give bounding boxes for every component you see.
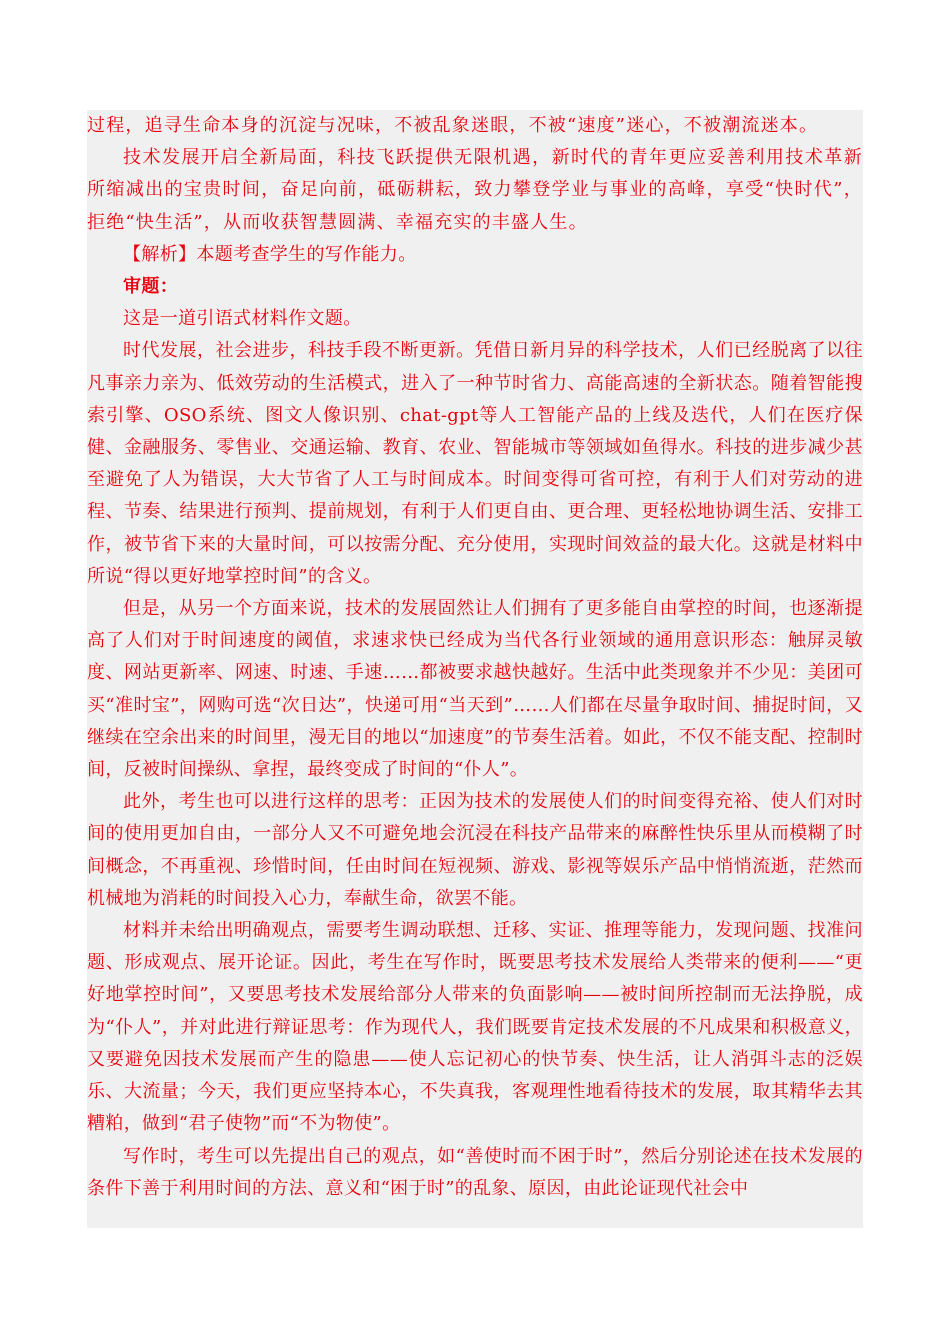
document-page <box>87 110 863 1228</box>
analysis-paragraph: 材料并未给出明确观点，需要考生调动联想、迁移、实证、推理等能力，发现问题、找准问题、形成观点、展开论证。因此，考生在写作时，既要思考技术发展给人类带来的便利——“更好地掌控时间”，又要思考技术发展给部分人带来的负面影响——被时间所控制而无法挣脱，成为“仆人”，并对此进行辩证思考：作为现代人，我们既要肯定技术发展的不凡成果和积极意义，又要避免因技术发展而产生的隐患——使人忘记初心的快节奏、快生活，让人消弭斗志的泛娱乐、大流量；今天，我们更应坚持本心，不失真我，客观理性地看待技术的发展，取其精华去其糟粕，做到“君子使物”而“不为物使”。 <box>87 920 863 1135</box>
analysis-paragraph: 写作时，考生可以先提出自己的观点，如“善使时而不困于时”，然后分别论述在技术发展的条件下善于利用时间的方法、意义和“困于时”的乱象、原因，由此论证现代社会中 <box>87 1145 863 1199</box>
analysis-paragraph: 但是，从另一个方面来说，技术的发展固然让人们拥有了更多能自由掌控的时间，也逐渐提高了人们对于时间速度的阈值，求速求快已经成为当代各行业领域的通用意识形态：触屏灵敏度、网站更新率、网速、时速、手速……都被要求越快越好。生活中此类现象并不少见：美团可买“准时宝”，网购可选“次日达”，快递可用“当天到”……人们都在尽量争取时间、捕捉时间，又继续在空余出来的时间里，漫无目的地以“加速度”的节奏生活着。如此，不仅不能支配、控制时间，反被时间操纵、拿捏，最终变成了时间的“仆人”。 <box>87 598 863 781</box>
review-heading: 审题： <box>123 276 179 298</box>
analysis-paragraph: 此外，考生也可以进行这样的思考：正因为技术的发展使人们的时间变得充裕、使人们对时间的使用更加自由，一部分人又不可避免地会沉浸在科技产品带来的麻醉性快乐里从而模糊了时间概念，不再重视、珍惜时间，任由时间在短视频、游戏、影视等娱乐产品中悄悄流逝，茫然而机械地为消耗的时间投入心力，奉献生命，欲罢不能。 <box>87 791 863 909</box>
essay-paragraph: 技术发展开启全新局面，科技飞跃提供无限机遇，新时代的青年更应妥善利用技术革新所缩减出的宝贵时间，奋足向前，砥砺耕耘，致力攀登学业与事业的高峰，享受“快时代”，拒绝“快生活”，从而收获智慧圆满、幸福充实的丰盛人生。 <box>87 147 863 233</box>
analysis-paragraph: 时代发展，社会进步，科技手段不断更新。凭借日新月异的科学技术，人们已经脱离了以往凡事亲力亲为、低效劳动的生活模式，进入了一种节时省力、高能高速的全新状态。随着智能搜索引擎、OSO系统、图文人像识别、chat-gpt等人工智能产品的上线及迭代，人们在医疗保健、金融服务、零售业、交通运输、教育、农业、智能城市等领域如鱼得水。科技的进步减少甚至避免了人为错误，大大节省了人工与时间成本。时间变得可省可控，有利于人们对劳动的进程、节奏、结果进行预判、提前规划，有利于人们更自由、更合理、更轻松地协调生活、安排工作，被节省下来的大量时间，可以按需分配、充分使用，实现时间效益的最大化。这就是材料中所说“得以更好地掌控时间”的含义。 <box>87 340 863 587</box>
analysis-paragraph: 这是一道引语式材料作文题。 <box>123 308 362 330</box>
analysis-heading: 【解析】本题考查学生的写作能力。 <box>123 243 417 265</box>
essay-paragraph: 过程，追寻生命本身的沉淀与况味，不被乱象迷眼，不被“速度”迷心，不被潮流迷本。 <box>87 115 819 136</box>
